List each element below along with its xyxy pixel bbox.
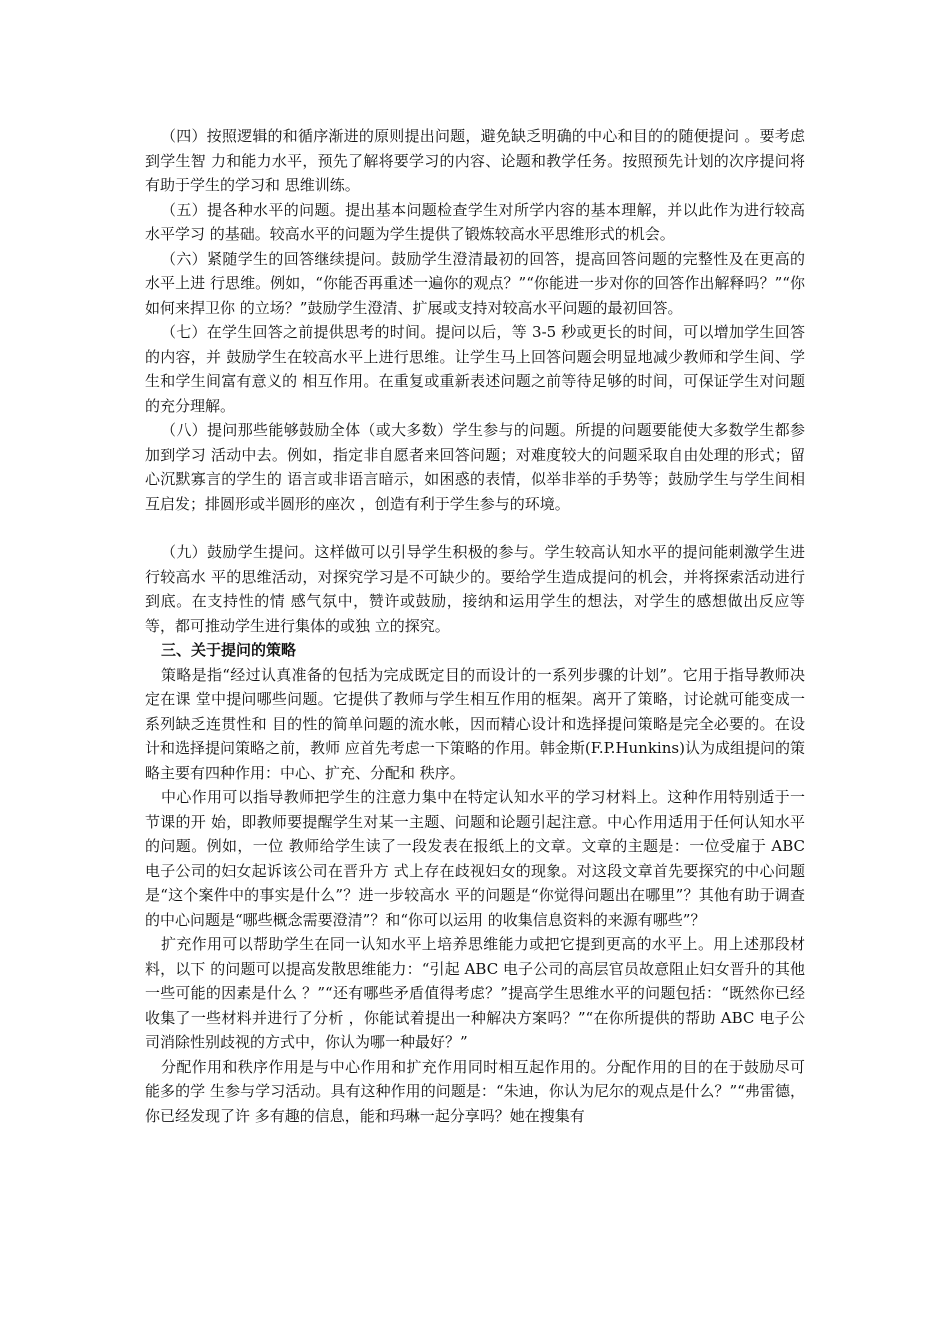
section-heading: 三、关于提问的策略 (161, 641, 297, 659)
distribution-function-paragraph: 分配作用和秩序作用是与中心作用和扩充作用同时相互起作用的。分配作用的目的在于鼓励尽可能多的学 生参与学习活动。具有这种作用的问题是：“朱迪，你认为尼尔的观点是什么？”“弗雷德，你已经发现了许 多有趣的信息，能和玛琳一起分享吗？她在搜集有 (145, 1057, 805, 1125)
paragraph-4: （四）按照逻辑的和循序渐进的原则提出问题，避免缺乏明确的中心和目的的随便提问 。要考虑到学生智 力和能力水平，预先了解将要学习的内容、论题和教学任务。按照预先计划的次序提问将有助于学生的学习和 思维训练。 (145, 127, 805, 194)
paragraph-9: （九）鼓励学生提问。这样做可以引导学生积极的参与。学生较高认知水平的提问能刺激学生进行较高水 平的思维活动，对探究学习是不可缺少的。要给学生造成提问的机会，并将探索活动进行到底。在支持性的情 感气氛中，赞许或鼓励，接纳和运用学生的想法，对学生的感想做出反应等等，都可推动学生进行集体的或独 立的探究。 (145, 543, 805, 635)
strategy-definition-paragraph: 策略是指“经过认真准备的包括为完成既定目的而设计的一系列步骤的计划”。它用于指导教师决定在课 堂中提问哪些问题。它提供了教师与学生相互作用的框架。离开了策略，讨论就可能变成一系列缺乏连贯性和 目的性的简单问题的流水帐，因而精心设计和选择提问策略是完全必要的。在设计和选择提问策略之前，教师 应首先考虑一下策略的作用。韩金斯(F.P.Hunkins)认为成组提问的策略主要有四种作用：中心、扩充、分配和 秩序。 (145, 665, 805, 782)
document-body (145, 124, 805, 1128)
paragraph-8: （八）提问那些能够鼓励全体（或大多数）学生参与的问题。所提的问题要能使大多数学生都参加到学习 活动中去。例如，指定非自愿者来回答问题；对难度较大的问题采取自由处理的形式；留心沉默寡言的学生的 语言或非语言暗示，如困惑的表情，似举非举的手势等；鼓励学生与学生间相互启发；排圆形或半圆形的座次 ，创造有利于学生参与的环境。 (145, 421, 805, 513)
extension-function-paragraph: 扩充作用可以帮助学生在同一认知水平上培养思维能力或把它提到更高的水平上。用上述那段材料，以下 的问题可以提高发散思维能力：“引起 ABC 电子公司的高层官员故意阻止妇女晋升的其他一些可能的因素是什么 ？”“还有哪些矛盾值得考虑？”提高学生思维水平的问题包括：“既然你已经收集了一些材料并进行了分析 ，你能试着提出一种解决方案吗？”“在你所提供的帮助 ABC 电子公司消除性别歧视的方式中，你认为哪一种最好？” (145, 935, 805, 1051)
paragraph-5: （五）提各种水平的问题。提出基本问题检查学生对所学内容的基本理解，并以此作为进行较高水平学习 的基础。较高水平的问题为学生提供了锻炼较高水平思维形式的机会。 (145, 200, 805, 243)
paragraph-6: （六）紧随学生的回答继续提问。鼓励学生澄清最初的回答，提高回答问题的完整性及在更高的水平上进 行思维。例如，“你能否再重述一遍你的观点？”“你能进一步对你的回答作出解释吗？”“你如何来捍卫你 的立场？”鼓励学生澄清、扩展或支持对较高水平问题的最初回答。 (145, 249, 805, 317)
paragraph-7: （七）在学生回答之前提供思考的时间。提问以后，等 3-5 秒或更长的时间，可以增加学生回答的内容，并 鼓励学生在较高水平上进行思维。让学生马上回答问题会明显地减少教师和学生间、学生和学生间富有意义的 相互作用。在重复或重新表述问题之前等待足够的时间，可保证学生对问题的充分理解。 (145, 323, 805, 415)
focus-function-paragraph: 中心作用可以指导教师把学生的注意力集中在特定认知水平的学习材料上。这种作用特别适于一节课的开 始，即教师要提醒学生对某一主题、问题和论题引起注意。中心作用适用于任何认知水平的问题。例如，一位 教师给学生读了一段发表在报纸上的文章。文章的主题是：一位受雇于 ABC 电子公司的妇女起诉该公司在晋升方 式上存在歧视妇女的现象。对这段文章首先要探究的中心问题是“这个案件中的事实是什么”？进一步较高水 平的问题是“你觉得问题出在哪里”？其他有助于调查的中心问题是“哪些概念需要澄清”？和“你可以运用 的收集信息资料的来源有哪些”？ (145, 788, 805, 929)
